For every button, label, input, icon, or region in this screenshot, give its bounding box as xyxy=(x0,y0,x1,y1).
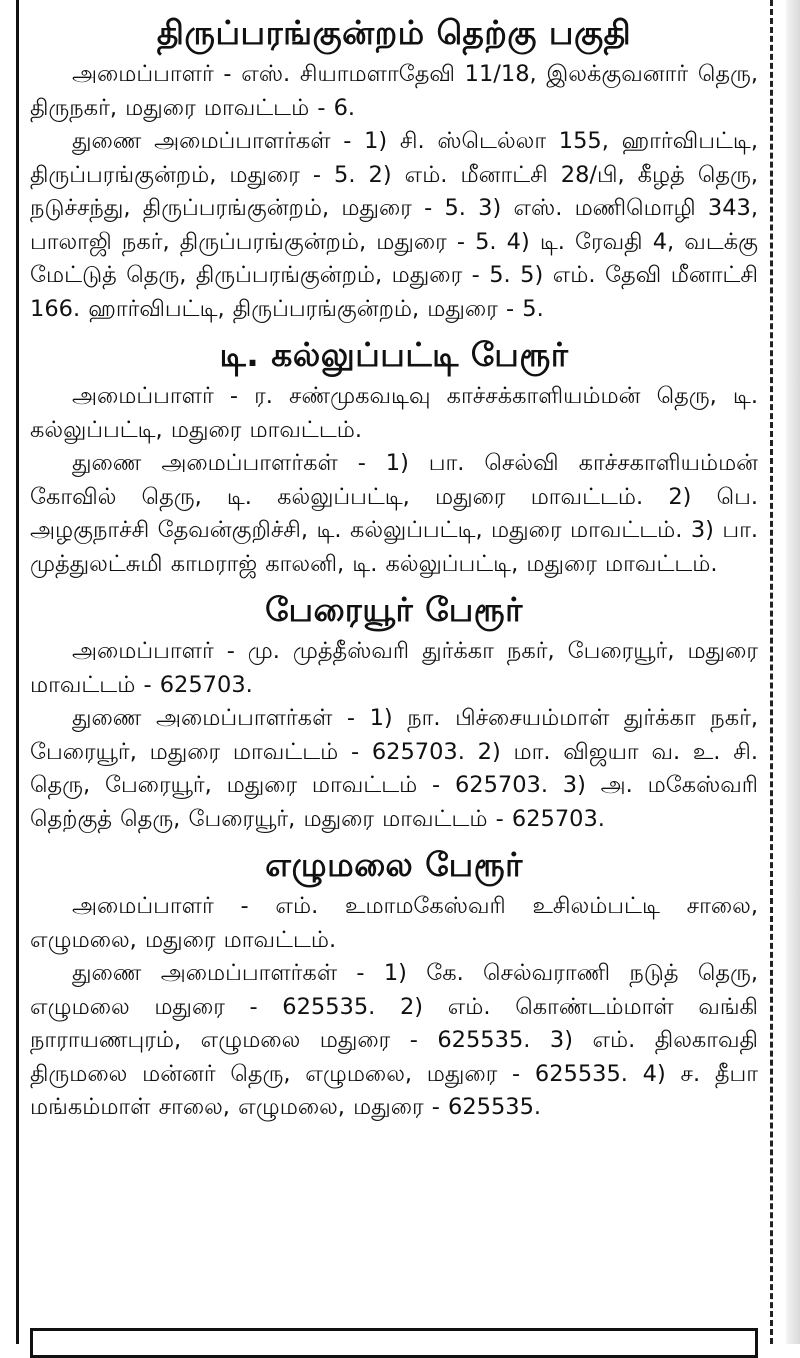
column-dashed-border xyxy=(770,0,773,1344)
deputy-organizers-paragraph: துணை அமைப்பாளர்கள் - 1) சி. ஸ்டெல்லா 155, ஹார்விபட்டி, திருப்பரங்குன்றம், மதுரை - 5. 2) எம். மீனாட்சி 28/பி, கீழத் தெரு, நடுச்சந்து, திருப்பரங்குன்றம், மதுரை - 5. 3) எஸ். மணிமொழி 343, பாலாஜி நகர், திருப்பரங்குன்றம், மதுரை - 5. 4) டி. ரேவதி 4, வடக்கு மேட்டுத் தெரு, திருப்பரங்குன்றம், மதுரை - 5. 5) எம். தேவி மீனாட்சி 166. ஹார்விபட்டி, திருப்பரங்குன்றம், மதுரை - 5. xyxy=(30,128,758,322)
organizer-paragraph: அமைப்பாளர் - மு. முத்தீஸ்வரி துர்க்கா நகர், பேரையூர், மதுரை மாவட்டம் - 625703. xyxy=(30,638,758,698)
section-t-kallupatti xyxy=(30,330,758,581)
article-column xyxy=(30,8,758,1129)
organizer-paragraph: அமைப்பாளர் - ர. சண்முகவடிவு காச்சக்காளியம்மன் தெரு, டி. கல்லுப்பட்டி, மதுரை மாவட்டம். xyxy=(30,383,758,443)
section-thiruparankundram-south xyxy=(30,8,758,326)
section-heading: பேரையூர் பேரூர் xyxy=(265,590,523,629)
section-heading: திருப்பரங்குன்றம் தெற்கு பகுதி xyxy=(156,13,632,52)
section-heading: டி. கல்லுப்பட்டி பேரூர் xyxy=(219,335,569,374)
column-left-rule xyxy=(16,0,19,1344)
section-peraiyur xyxy=(30,585,758,836)
next-section-box xyxy=(30,1328,758,1358)
deputy-organizers-paragraph: துணை அமைப்பாளர்கள் - 1) நா. பிச்சையம்மாள் துர்க்கா நகர், பேரையூர், மதுரை மாவட்டம் - 625703. 2) மா. விஜயா வ. உ. சி. தெரு, பேரையூர், மதுரை மாவட்டம் - 625703. 3) அ. மகேஸ்வரி தெற்குத் தெரு, பேரையூர், மதுரை மாவட்டம் - 625703. xyxy=(30,705,758,832)
deputy-organizers-paragraph: துணை அமைப்பாளர்கள் - 1) கே. செல்வராணி நடுத் தெரு, எழுமலை மதுரை - 625535. 2) எம். கொண்டம்மாள் வங்கி நாராயணபுரம், எழுமலை மதுரை - 625535. 3) எம். திலகாவதி திருமலை மன்னர் தெரு, எழுமலை, மதுரை - 625535. 4) ச. தீபா மங்கம்மாள் சாலை, எழுமலை, மதுரை - 625535. xyxy=(30,960,758,1120)
organizer-paragraph: அமைப்பாளர் - எம். உமாமகேஸ்வரி உசிலம்பட்டி சாலை, எழுமலை, மதுரை மாவட்டம். xyxy=(30,893,758,953)
page-edge xyxy=(786,0,800,1344)
deputy-organizers-paragraph: துணை அமைப்பாளர்கள் - 1) பா. செல்வி காச்சகாளியம்மன் கோவில் தெரு, டி. கல்லுப்பட்டி, மதுரை மாவட்டம். 2) பெ. அழகுநாச்சி தேவன்குறிச்சி, டி. கல்லுப்பட்டி, மதுரை மாவட்டம். 3) பா. முத்துலட்சுமி காமராஜ் காலனி, டி. கல்லுப்பட்டி, மதுரை மாவட்டம். xyxy=(30,450,758,577)
section-heading: எழுமலை பேரூர் xyxy=(265,845,523,884)
section-ezhumalai xyxy=(30,840,758,1125)
organizer-paragraph: அமைப்பாளர் - எஸ். சியாமளாதேவி 11/18, இலக்குவனார் தெரு, திருநகர், மதுரை மாவட்டம் - 6. xyxy=(30,61,758,121)
